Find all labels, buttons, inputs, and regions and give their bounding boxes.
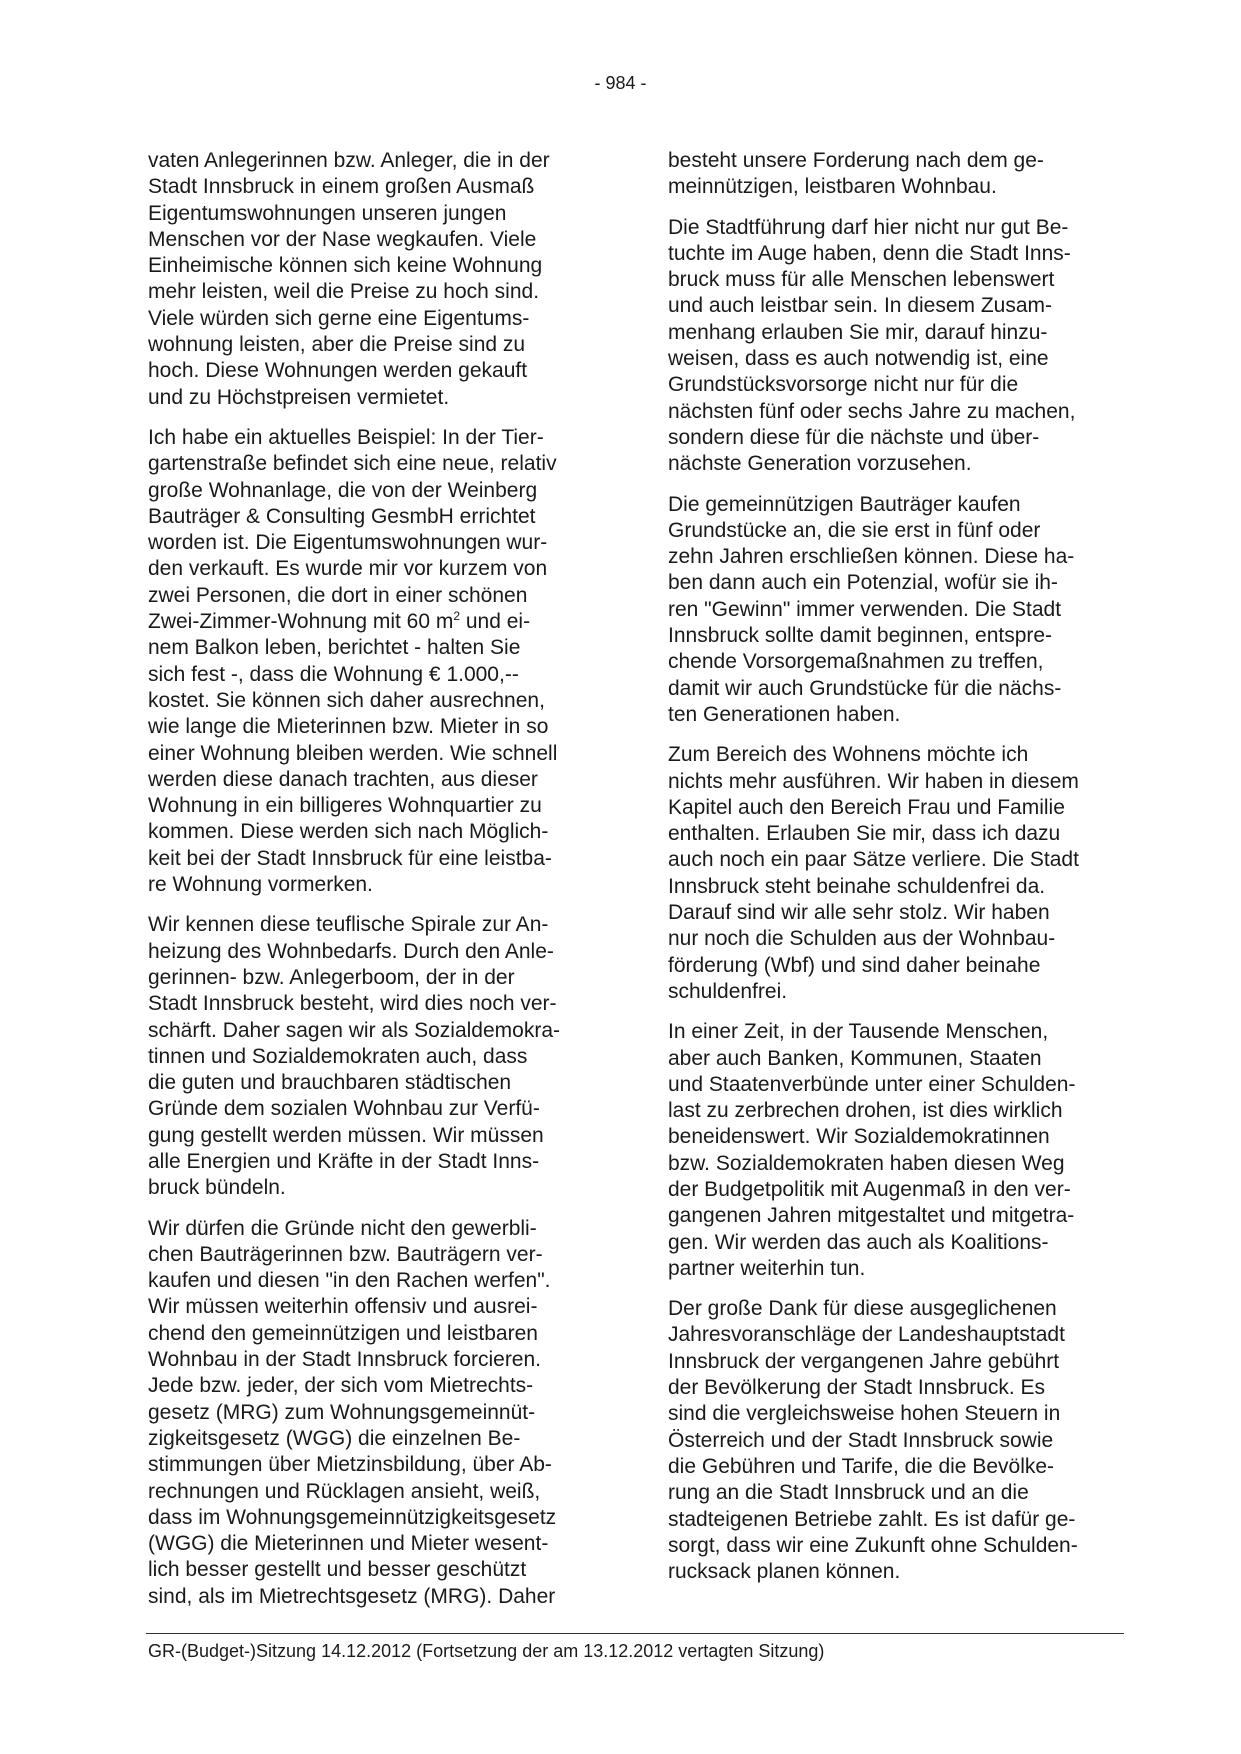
text-line: schuldenfrei.	[668, 979, 788, 1003]
paragraph	[668, 1296, 1120, 1585]
text-line: Grundstücksvorsorge nicht nur für die	[668, 373, 1019, 397]
text-line: Der große Dank für diese ausgeglichenen	[668, 1297, 1057, 1321]
text-line: förderung (Wbf) und sind daher beinahe	[668, 953, 1041, 977]
text-line: wie lange die Mieterinnen bzw. Mieter in so	[148, 715, 549, 739]
text-line: bzw. Sozialdemokraten haben diesen Weg	[668, 1151, 1065, 1175]
left-column	[148, 148, 600, 1624]
text-line: worden ist. Die Eigentumswohnungen wur-	[148, 531, 548, 555]
text-line: zwei Personen, die dort in einer schönen	[148, 583, 528, 607]
text-line: Wir müssen weiterhin offensiv und ausrei-	[148, 1295, 538, 1319]
text-line: vaten Anlegerinnen bzw. Anleger, die in der	[148, 149, 550, 172]
text-line: tinnen und Sozialdemokraten auch, dass	[148, 1044, 528, 1068]
right-column	[668, 148, 1120, 1599]
text-line: gesetz (MRG) zum Wohnungsgemeinnüt-	[148, 1400, 536, 1424]
text-line: bruck muss für alle Menschen lebenswert	[668, 268, 1055, 292]
text-line: stadteigenen Betriebe zahlt. Es ist dafür ge-	[668, 1507, 1076, 1531]
text-line: Grundstücke an, die sie erst in fünf oder	[668, 518, 1041, 542]
text-line: Innsbruck der vergangenen Jahre gebührt	[668, 1349, 1060, 1373]
text-line: Einheimische können sich keine Wohnung	[148, 254, 543, 278]
text-line: Wir kennen diese teuflische Spirale zur An-	[148, 913, 549, 937]
text-line: hoch. Diese Wohnungen werden gekauft	[148, 359, 528, 383]
text-line: Innsbruck sollte damit beginnen, entspre-	[668, 624, 1053, 648]
text-line: Jede bzw. jeder, der sich vom Mietrechts-	[148, 1374, 534, 1398]
text-line: nächste Generation vorzusehen.	[668, 452, 972, 476]
text-line: schärft. Daher sagen wir als Sozialdemokra-	[148, 1018, 561, 1042]
text-line: rung an die Stadt Innsbruck und an die	[668, 1481, 1029, 1505]
text-line: damit wir auch Grundstücke für die nächs-	[668, 676, 1062, 700]
text-line: gerinnen- bzw. Anlegerboom, der in der	[148, 965, 515, 989]
text-line: beneidenswert. Wir Sozialdemokratinnen	[668, 1125, 1050, 1149]
text-line: besteht unsere Forderung nach dem ge-	[668, 149, 1044, 172]
text-line: kommen. Diese werden sich nach Möglich-	[148, 820, 549, 844]
text-line: ben dann auch ein Potenzial, wofür sie ih-	[668, 571, 1058, 595]
text-line: menhang erlauben Sie mir, darauf hinzu-	[668, 320, 1048, 344]
text-line: Ich habe ein aktuelles Beispiel: In der Tier-	[148, 425, 544, 449]
text-line: bruck bündeln.	[148, 1176, 286, 1200]
text-line: (WGG) die Mieterinnen und Mieter wesent-	[148, 1532, 549, 1556]
text-line: gung gestellt werden müssen. Wir müssen	[148, 1123, 544, 1147]
text-line: Kapitel auch den Bereich Frau und Familie	[668, 795, 1065, 819]
text-line: nächsten fünf oder sechs Jahre zu machen,	[668, 399, 1076, 423]
text-line: zehn Jahren erschließen können. Diese ha-	[668, 545, 1075, 569]
text-line: Bauträger & Consulting GesmbH errichtet	[148, 504, 536, 528]
text-line: einer Wohnung bleiben werden. Wie schnell	[148, 741, 558, 765]
paragraph	[148, 148, 600, 411]
text-line: re Wohnung vormerken.	[148, 873, 373, 897]
paragraph	[668, 1019, 1120, 1282]
text-line: Wir dürfen die Gründe nicht den gewerbli-	[148, 1216, 537, 1240]
text-line: dass im Wohnungsgemeinnützigkeitsgesetz	[148, 1505, 557, 1529]
text-line: und Staatenverbünde unter einer Schulden-	[668, 1072, 1076, 1096]
paragraph	[148, 425, 600, 898]
text-line: rechnungen und Rücklagen ansieht, weiß,	[148, 1479, 541, 1503]
text-line: Wohnung in ein billigeres Wohnquartier zu	[148, 794, 542, 818]
text-line: Stadt Innsbruck besteht, wird dies noch ver-	[148, 992, 557, 1016]
text-line: werden diese danach trachten, aus dieser	[148, 767, 538, 791]
text-line: sondern diese für die nächste und über-	[668, 425, 1040, 449]
text-line: partner weiterhin tun.	[668, 1256, 866, 1280]
text-line: der Bevölkerung der Stadt Innsbruck. Es	[668, 1376, 1046, 1400]
text-line: mehr leisten, weil die Preise zu hoch sind.	[148, 280, 540, 304]
text-line: rucksack planen können.	[668, 1560, 901, 1584]
text-line: chend den gemeinnützigen und leistbaren	[148, 1321, 538, 1345]
text-line: tuchte im Auge haben, denn die Stadt Inns-	[668, 241, 1071, 265]
text-line: kaufen und diesen "in den Rachen werfen".	[148, 1269, 551, 1293]
footer-divider	[146, 1633, 1124, 1634]
text-line: ren "Gewinn" immer verwenden. Die Stadt	[668, 597, 1062, 621]
text-line: Gründe dem sozialen Wohnbau zur Verfü-	[148, 1097, 540, 1121]
text-line: die Gebühren und Tarife, die die Bevölke-	[668, 1454, 1055, 1478]
text-line: sind die vergleichsweise hohen Steuern in	[668, 1402, 1061, 1426]
text-line: weisen, dass es auch notwendig ist, eine	[668, 347, 1049, 371]
superscript: 2	[453, 609, 461, 624]
paragraph	[668, 742, 1120, 1005]
text-line: Die gemeinnützigen Bauträger kaufen	[668, 492, 1021, 516]
text-line: alle Energien und Kräfte in der Stadt Inns-	[148, 1149, 540, 1173]
text-line: kostet. Sie können sich daher ausrechnen,	[148, 688, 545, 712]
text-line: Jahresvoranschläge der Landeshauptstadt	[668, 1323, 1065, 1347]
paragraph-segment	[148, 635, 600, 898]
text-line: gangenen Jahren mitgestaltet und mitgetra-	[668, 1204, 1075, 1228]
paragraph	[668, 148, 1120, 201]
text-fragment: Zwei-Zimmer-Wohnung mit 60 m	[148, 610, 454, 634]
text-line: und auch leistbar sein. In diesem Zusam-	[668, 294, 1053, 318]
text-line: sich fest -, dass die Wohnung € 1.000,--	[148, 662, 519, 686]
text-line: zigkeitsgesetz (WGG) die einzelnen Be-	[148, 1426, 521, 1450]
text-line: Österreich und der Stadt Innsbruck sowie	[668, 1428, 1054, 1452]
text-line: Viele würden sich gerne eine Eigentums-	[148, 306, 530, 330]
text-line: Darauf sind wir alle sehr stolz. Wir haben	[668, 901, 1050, 925]
text-line: auch noch ein paar Sätze verliere. Die Stadt	[668, 848, 1079, 872]
text-line: und zu Höchstpreisen vermietet.	[148, 385, 450, 409]
text-line: aber auch Banken, Kommunen, Staaten	[668, 1046, 1042, 1070]
text-line: last zu zerbrechen drohen, ist dies wirklich	[668, 1099, 1063, 1123]
text-line: Die Stadtführung darf hier nicht nur gut Be-	[668, 215, 1069, 239]
paragraph	[148, 1216, 600, 1610]
text-line: nichts mehr ausführen. Wir haben in diesem	[668, 769, 1079, 793]
text-line: den verkauft. Es wurde mir vor kurzem von	[148, 557, 548, 581]
text-line: Stadt Innsbruck in einem großen Ausmaß	[148, 175, 535, 199]
text-line: Wohnbau in der Stadt Innsbruck forcieren.	[148, 1348, 542, 1372]
text-line: gartenstraße befindet sich eine neue, relativ	[148, 452, 557, 476]
text-line: ten Generationen haben.	[668, 702, 901, 726]
text-line: lich besser gestellt und besser geschützt	[148, 1558, 527, 1582]
text-line: heizung des Wohnbedarfs. Durch den Anle-	[148, 939, 554, 963]
text-line: enthalten. Erlauben Sie mir, dass ich dazu	[668, 822, 1061, 846]
text-line: die guten und brauchbaren städtischen	[148, 1071, 512, 1095]
text-line: chende Vorsorgemaßnahmen zu treffen,	[668, 650, 1044, 674]
text-line: Zum Bereich des Wohnens möchte ich	[668, 743, 1029, 767]
text-line: Eigentumswohnungen unseren jungen	[148, 201, 507, 225]
text-line: Innsbruck steht beinahe schuldenfrei da.	[668, 874, 1046, 898]
paragraph-segment	[148, 425, 600, 609]
text-line: In einer Zeit, in der Tausende Menschen,	[668, 1020, 1049, 1044]
footer-text: GR-(Budget-)Sitzung 14.12.2012 (Fortsetzung der am 13.12.2012 vertagten Sitzung)	[148, 1641, 825, 1661]
text-line	[148, 609, 600, 635]
text-line: stimmungen über Mietzinsbildung, über Ab-	[148, 1453, 552, 1477]
text-line: meinnützigen, leistbaren Wohnbau.	[668, 175, 997, 199]
paragraph	[668, 492, 1120, 729]
text-line: wohnung leisten, aber die Preise sind zu	[148, 333, 526, 357]
text-line: Menschen vor der Nase wegkaufen. Viele	[148, 227, 537, 251]
text-line: sind, als im Mietrechtsgesetz (MRG). Daher	[148, 1584, 556, 1608]
text-line: große Wohnanlage, die von der Weinberg	[148, 478, 538, 502]
text-fragment: und ei-	[460, 610, 531, 634]
paragraph	[148, 912, 600, 1201]
text-line: sorgt, dass wir eine Zukunft ohne Schulden-	[668, 1533, 1078, 1557]
text-line: nur noch die Schulden aus der Wohnbau-	[668, 927, 1056, 951]
text-line: gen. Wir werden das auch als Koalitions-	[668, 1230, 1049, 1254]
paragraph	[668, 215, 1120, 478]
text-line: keit bei der Stadt Innsbruck für eine leistba-	[148, 846, 552, 870]
text-line: nem Balkon leben, berichtet - halten Sie	[148, 636, 521, 660]
text-line: chen Bauträgerinnen bzw. Bauträgern ver-	[148, 1242, 543, 1266]
page-number: - 984 -	[594, 73, 647, 93]
text-line: der Budgetpolitik mit Augenmaß in den ver-	[668, 1177, 1071, 1201]
